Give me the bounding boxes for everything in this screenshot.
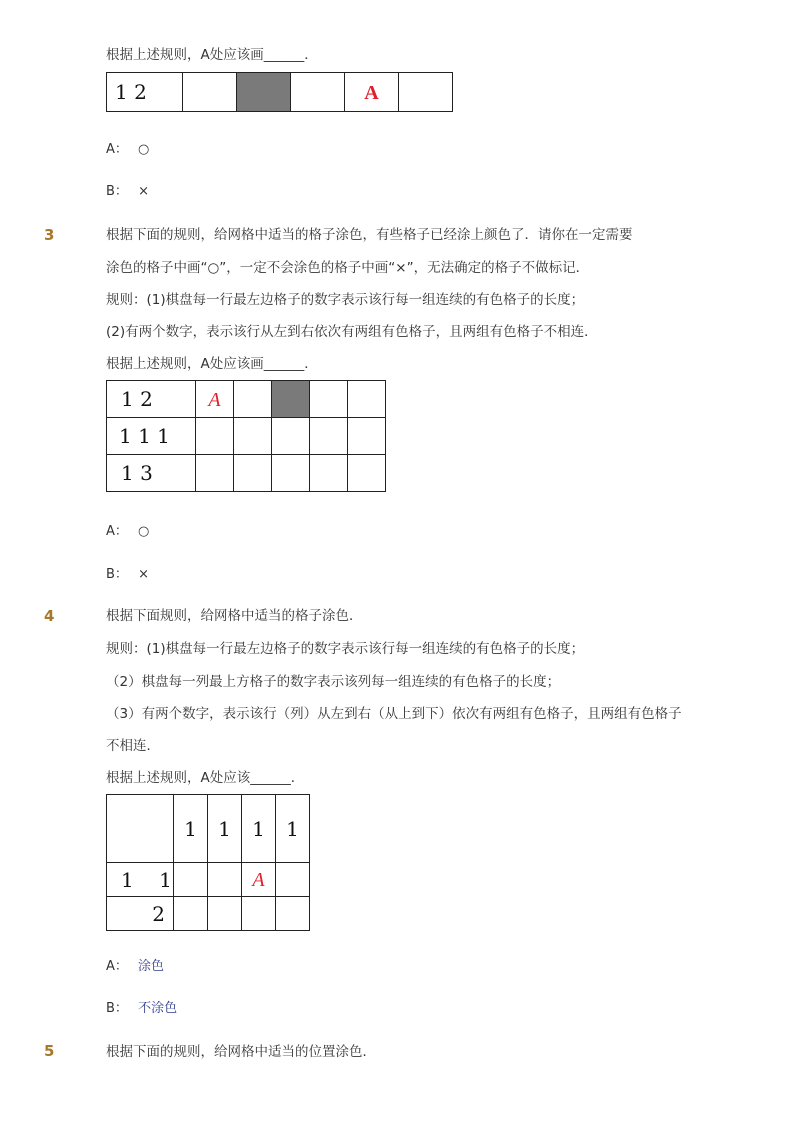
q4-cell bbox=[276, 897, 310, 931]
q4-col-label: 1 bbox=[208, 795, 242, 863]
q3-cell bbox=[272, 418, 310, 455]
q5-line1: 根据下面的规则，给网格中适当的位置涂色． bbox=[106, 1044, 376, 1060]
q3-number: 3 bbox=[44, 226, 55, 244]
q4-cell bbox=[174, 863, 208, 897]
q3-cell bbox=[196, 455, 234, 492]
q5-number: 5 bbox=[44, 1042, 55, 1060]
q3-option-a[interactable]: A： ○ bbox=[106, 524, 150, 539]
q4-cell bbox=[208, 897, 242, 931]
q3-cell bbox=[310, 418, 348, 455]
q4-cell-a bbox=[242, 863, 276, 897]
q4-cell bbox=[208, 863, 242, 897]
q4-grid bbox=[106, 794, 310, 931]
q4-line1: 根据下面规则，给网格中适当的格子涂色． bbox=[106, 608, 363, 624]
q4-col-label: 1 bbox=[276, 795, 310, 863]
q4-number: 4 bbox=[44, 607, 55, 625]
q4-rule1: 规则：(1)棋盘每一行最左边格子的数字表示该行每一组连续的有色格子的长度； bbox=[106, 641, 585, 657]
q4-prompt: 根据上述规则，A处应该______． bbox=[106, 770, 305, 786]
q2-row-label: 1 2 bbox=[107, 73, 183, 112]
q2-option-b[interactable]: B： × bbox=[106, 184, 149, 199]
q3-line2: 涂色的格子中画“○”，一定不会涂色的格子中画“×”，无法确定的格子不做标记． bbox=[106, 260, 590, 276]
q3-cell bbox=[196, 418, 234, 455]
q4-row-label: 2 bbox=[107, 897, 174, 931]
q3-cell bbox=[272, 455, 310, 492]
q4-rule3: （3）有两个数字，表示该行（列）从左到右（从上到下）依次有两组有色格子，且两组有色格子 bbox=[106, 706, 682, 722]
q3-cell bbox=[348, 381, 386, 418]
q3-prompt: 根据上述规则，A处应该画______． bbox=[106, 356, 318, 372]
q3-grid bbox=[106, 380, 386, 492]
q3-row-label: 1 2 bbox=[107, 381, 196, 418]
q2-cell bbox=[291, 73, 345, 112]
q3-rule2: (2)有两个数字，表示该行从左到右依次有两组有色格子，且两组有色格子不相连． bbox=[106, 324, 598, 340]
q4-col-label: 1 bbox=[242, 795, 276, 863]
q3-cell bbox=[234, 418, 272, 455]
q4-col-label: 1 bbox=[174, 795, 208, 863]
q4-corner-cell bbox=[107, 795, 174, 863]
q3-cell bbox=[310, 455, 348, 492]
q4-rule2: （2）棋盘每一列最上方格子的数字表示该列每一组连续的有色格子的长度； bbox=[106, 674, 561, 690]
q3-cell bbox=[348, 455, 386, 492]
q2-cell bbox=[399, 73, 453, 112]
q4-a-mark: A bbox=[252, 869, 265, 891]
q2-prompt: 根据上述规则，A处应该画______． bbox=[106, 47, 318, 63]
q4-rule3-cont: 不相连． bbox=[106, 738, 160, 754]
q3-shaded-cell bbox=[272, 381, 310, 418]
q3-cell-a bbox=[196, 381, 234, 418]
q3-cell bbox=[234, 455, 272, 492]
q3-a-mark: A bbox=[208, 388, 221, 411]
q3-option-b[interactable]: B： × bbox=[106, 567, 149, 582]
q3-row-label: 1 3 bbox=[107, 455, 196, 492]
q3-cell bbox=[348, 418, 386, 455]
q4-cell bbox=[174, 897, 208, 931]
q2-shaded-cell bbox=[237, 73, 291, 112]
q3-rule1: 规则：(1)棋盘每一行最左边格子的数字表示该行每一组连续的有色格子的长度； bbox=[106, 292, 585, 308]
q4-option-b[interactable]: B： 不涂色 bbox=[106, 1001, 178, 1016]
q3-line1: 根据下面的规则，给网格中适当的格子涂色，有些格子已经涂上颜色了．请你在一定需要 bbox=[106, 227, 633, 243]
q2-grid bbox=[106, 72, 453, 112]
q4-option-a[interactable]: A： 涂色 bbox=[106, 959, 165, 974]
q2-option-a[interactable]: A： ○ bbox=[106, 142, 150, 157]
q3-cell bbox=[310, 381, 348, 418]
q2-cell-a bbox=[345, 73, 399, 112]
q4-cell bbox=[276, 863, 310, 897]
q3-cell bbox=[234, 381, 272, 418]
q2-cell bbox=[183, 73, 237, 112]
q3-row-label: 1 1 1 bbox=[107, 418, 196, 455]
q4-cell bbox=[242, 897, 276, 931]
q4-row-label: 1 1 bbox=[107, 863, 174, 897]
q2-a-mark: A bbox=[364, 81, 379, 104]
